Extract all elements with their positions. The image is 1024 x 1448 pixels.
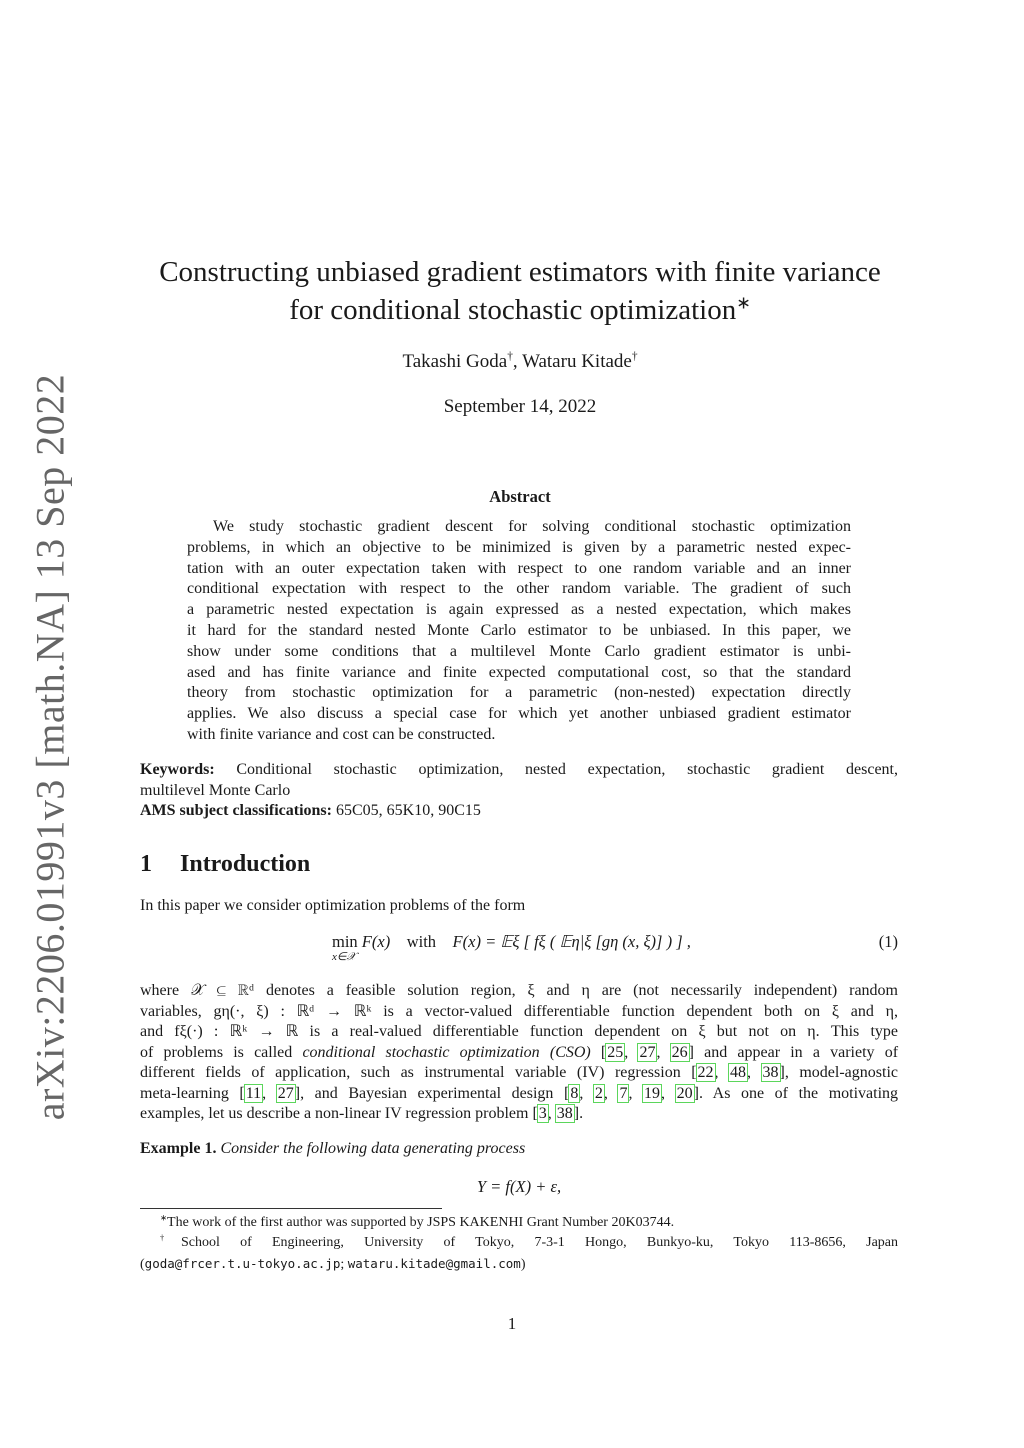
citation-link[interactable]: 38 <box>556 1105 573 1122</box>
citation-link[interactable]: 2 <box>594 1084 603 1102</box>
keywords-line-2: multilevel Monte Carlo <box>140 781 291 799</box>
abstract-line: it hard for the standard nested Monte Carlo estimator to be unbiased. In this paper, we <box>187 621 851 639</box>
title-line-1: Constructing unbiased gradient estimators with finite variance <box>159 256 881 288</box>
author-1: Takashi Goda <box>402 351 508 372</box>
email-link[interactable]: wataru.kitade@gmail.com <box>347 1255 521 1271</box>
citation-link[interactable]: 25 <box>607 1043 624 1061</box>
citation-link[interactable]: 22 <box>697 1064 714 1081</box>
example-heading <box>140 1139 898 1160</box>
abstract-line: show under some conditions that a multilevel Monte Carlo gradient estimator is unbi- <box>187 642 851 660</box>
intro-sentence: In this paper we consider optimization problems of the form <box>140 897 526 914</box>
abstract-line: conditional expectation with respect to the other random variable. The gradient of such <box>187 580 851 598</box>
footnote-1: ∗The work of the first author was supported by JSPS KAKENHI Grant Number 20K03744. <box>160 1213 675 1230</box>
intro-paragraph: where 𝒳 ⊆ ℝᵈ denotes a feasible solution region, ξ and η are (not necessarily independent) random variables, gη(·, ξ) : ℝᵈ → ℝᵏ is a vector-valued differentiable function dependent both on ξ and η, and fξ(·) : ℝᵏ → ℝ is a real-valued differentiable function dependent on ξ but not on η. This type of problems is called conditional stochastic optimization (CSO) [25, 27, 26] and appear in a variety of different fields of application, such as instrumental variable (IV) regression [22, 48, 38], model-agnostic meta-learning [11, 27], and Bayesian experimental design [8, 2, 7, 19, 20]. As one of the motivating examples, let us describe a non-linear IV regression problem [3, 38]. <box>140 982 899 1122</box>
citation-link[interactable]: 11 <box>245 1084 262 1102</box>
paper-date: September 14, 2022 <box>443 396 597 417</box>
footnote-2: †School of Engineering, University of Tokyo, 7-3-1 Hongo, Bunkyo-ku, Tokyo 113-8656, Japan <box>160 1233 898 1251</box>
section-number: 1 <box>140 851 152 877</box>
citation-link[interactable]: 20 <box>676 1084 693 1102</box>
abstract-heading: Abstract <box>489 487 551 506</box>
citation-link[interactable]: 48 <box>730 1064 747 1081</box>
footnote-rule <box>140 1208 442 1209</box>
keywords-line-1: Keywords: Conditional stochastic optimization, nested expectation, stochastic gradient descent, <box>140 761 898 778</box>
equation-1-min-subscript: x∈𝒳 <box>332 951 356 963</box>
abstract-line: tation with an outer expectation taken with respect to one random variable and an inner <box>187 559 851 577</box>
citation-link[interactable]: 27 <box>277 1084 294 1102</box>
arxiv-side-stamp <box>22 0 78 1448</box>
author-2: Wataru Kitade <box>522 351 632 372</box>
ams-value: 65C05, 65K10, 90C15 <box>331 802 481 819</box>
abstract-line: a parametric nested expectation is again expressed as a nested expectation, which makes <box>187 601 851 619</box>
citation-link[interactable]: 38 <box>762 1064 779 1081</box>
keywords-label: Keywords: <box>140 761 215 778</box>
equation-number: (1) <box>878 932 898 951</box>
arxiv-identifier: arXiv:2206.01991v3 [math.NA] 13 Sep 2022 <box>27 373 73 1121</box>
abstract-line: applies. We also discuss a special case for which yet another unbiased gradient estimator <box>187 705 851 723</box>
citation-link[interactable]: 26 <box>671 1043 688 1061</box>
abstract-line: theory from stochastic optimization for a parametric (non-nested) expectation directly <box>187 684 851 702</box>
example-label: Example 1. <box>140 1140 217 1157</box>
section-heading <box>140 851 310 878</box>
citation-link[interactable]: 27 <box>639 1043 656 1061</box>
citation-link[interactable]: 19 <box>644 1084 661 1102</box>
citation-link[interactable]: 3 <box>538 1105 547 1122</box>
footnote-2-emails: (goda@frcer.t.u-tokyo.ac.jp; wataru.kitade@gmail.com) <box>140 1255 526 1272</box>
paper-title <box>140 253 900 329</box>
footnotes <box>140 1213 898 1275</box>
abstract-line: ased and has finite variance and finite expected computational cost, so that the standard <box>187 663 851 681</box>
email-link[interactable]: goda@frcer.t.u-tokyo.ac.jp <box>144 1255 341 1271</box>
equation-1 <box>140 932 898 966</box>
ams-label: AMS subject classifications: <box>140 802 332 819</box>
author-2-mark: † <box>631 350 638 363</box>
keywords-block <box>140 760 898 822</box>
section-title: Introduction <box>180 851 311 877</box>
title-footnote-mark: ∗ <box>736 292 751 313</box>
abstract-body <box>187 517 851 746</box>
citation-link[interactable]: 7 <box>619 1084 628 1102</box>
abstract-line: We study stochastic gradient descent for solving conditional stochastic optimization <box>213 518 851 535</box>
page-number: 1 <box>507 1314 517 1333</box>
abstract-line: with finite variance and cost can be constructed. <box>187 725 496 743</box>
ams-line <box>140 801 898 822</box>
equation-1-body: min F(x) with F(x) = 𝔼ξ [ fξ ( 𝔼η|ξ [gη (x, ξ)] ) ] , <box>332 932 691 951</box>
citation-link[interactable]: 8 <box>570 1084 579 1102</box>
title-line-2: for conditional stochastic optimization∗ <box>289 292 751 326</box>
example-equation: Y = f(X) + ε, <box>476 1177 562 1196</box>
example-text: Consider the following data generating process <box>216 1140 526 1157</box>
authors: Takashi Goda†, Wataru Kitade† <box>402 350 638 372</box>
abstract-line: problems, in which an objective to be minimized is given by a parametric nested expec- <box>187 538 851 556</box>
author-1-mark: † <box>507 350 513 363</box>
